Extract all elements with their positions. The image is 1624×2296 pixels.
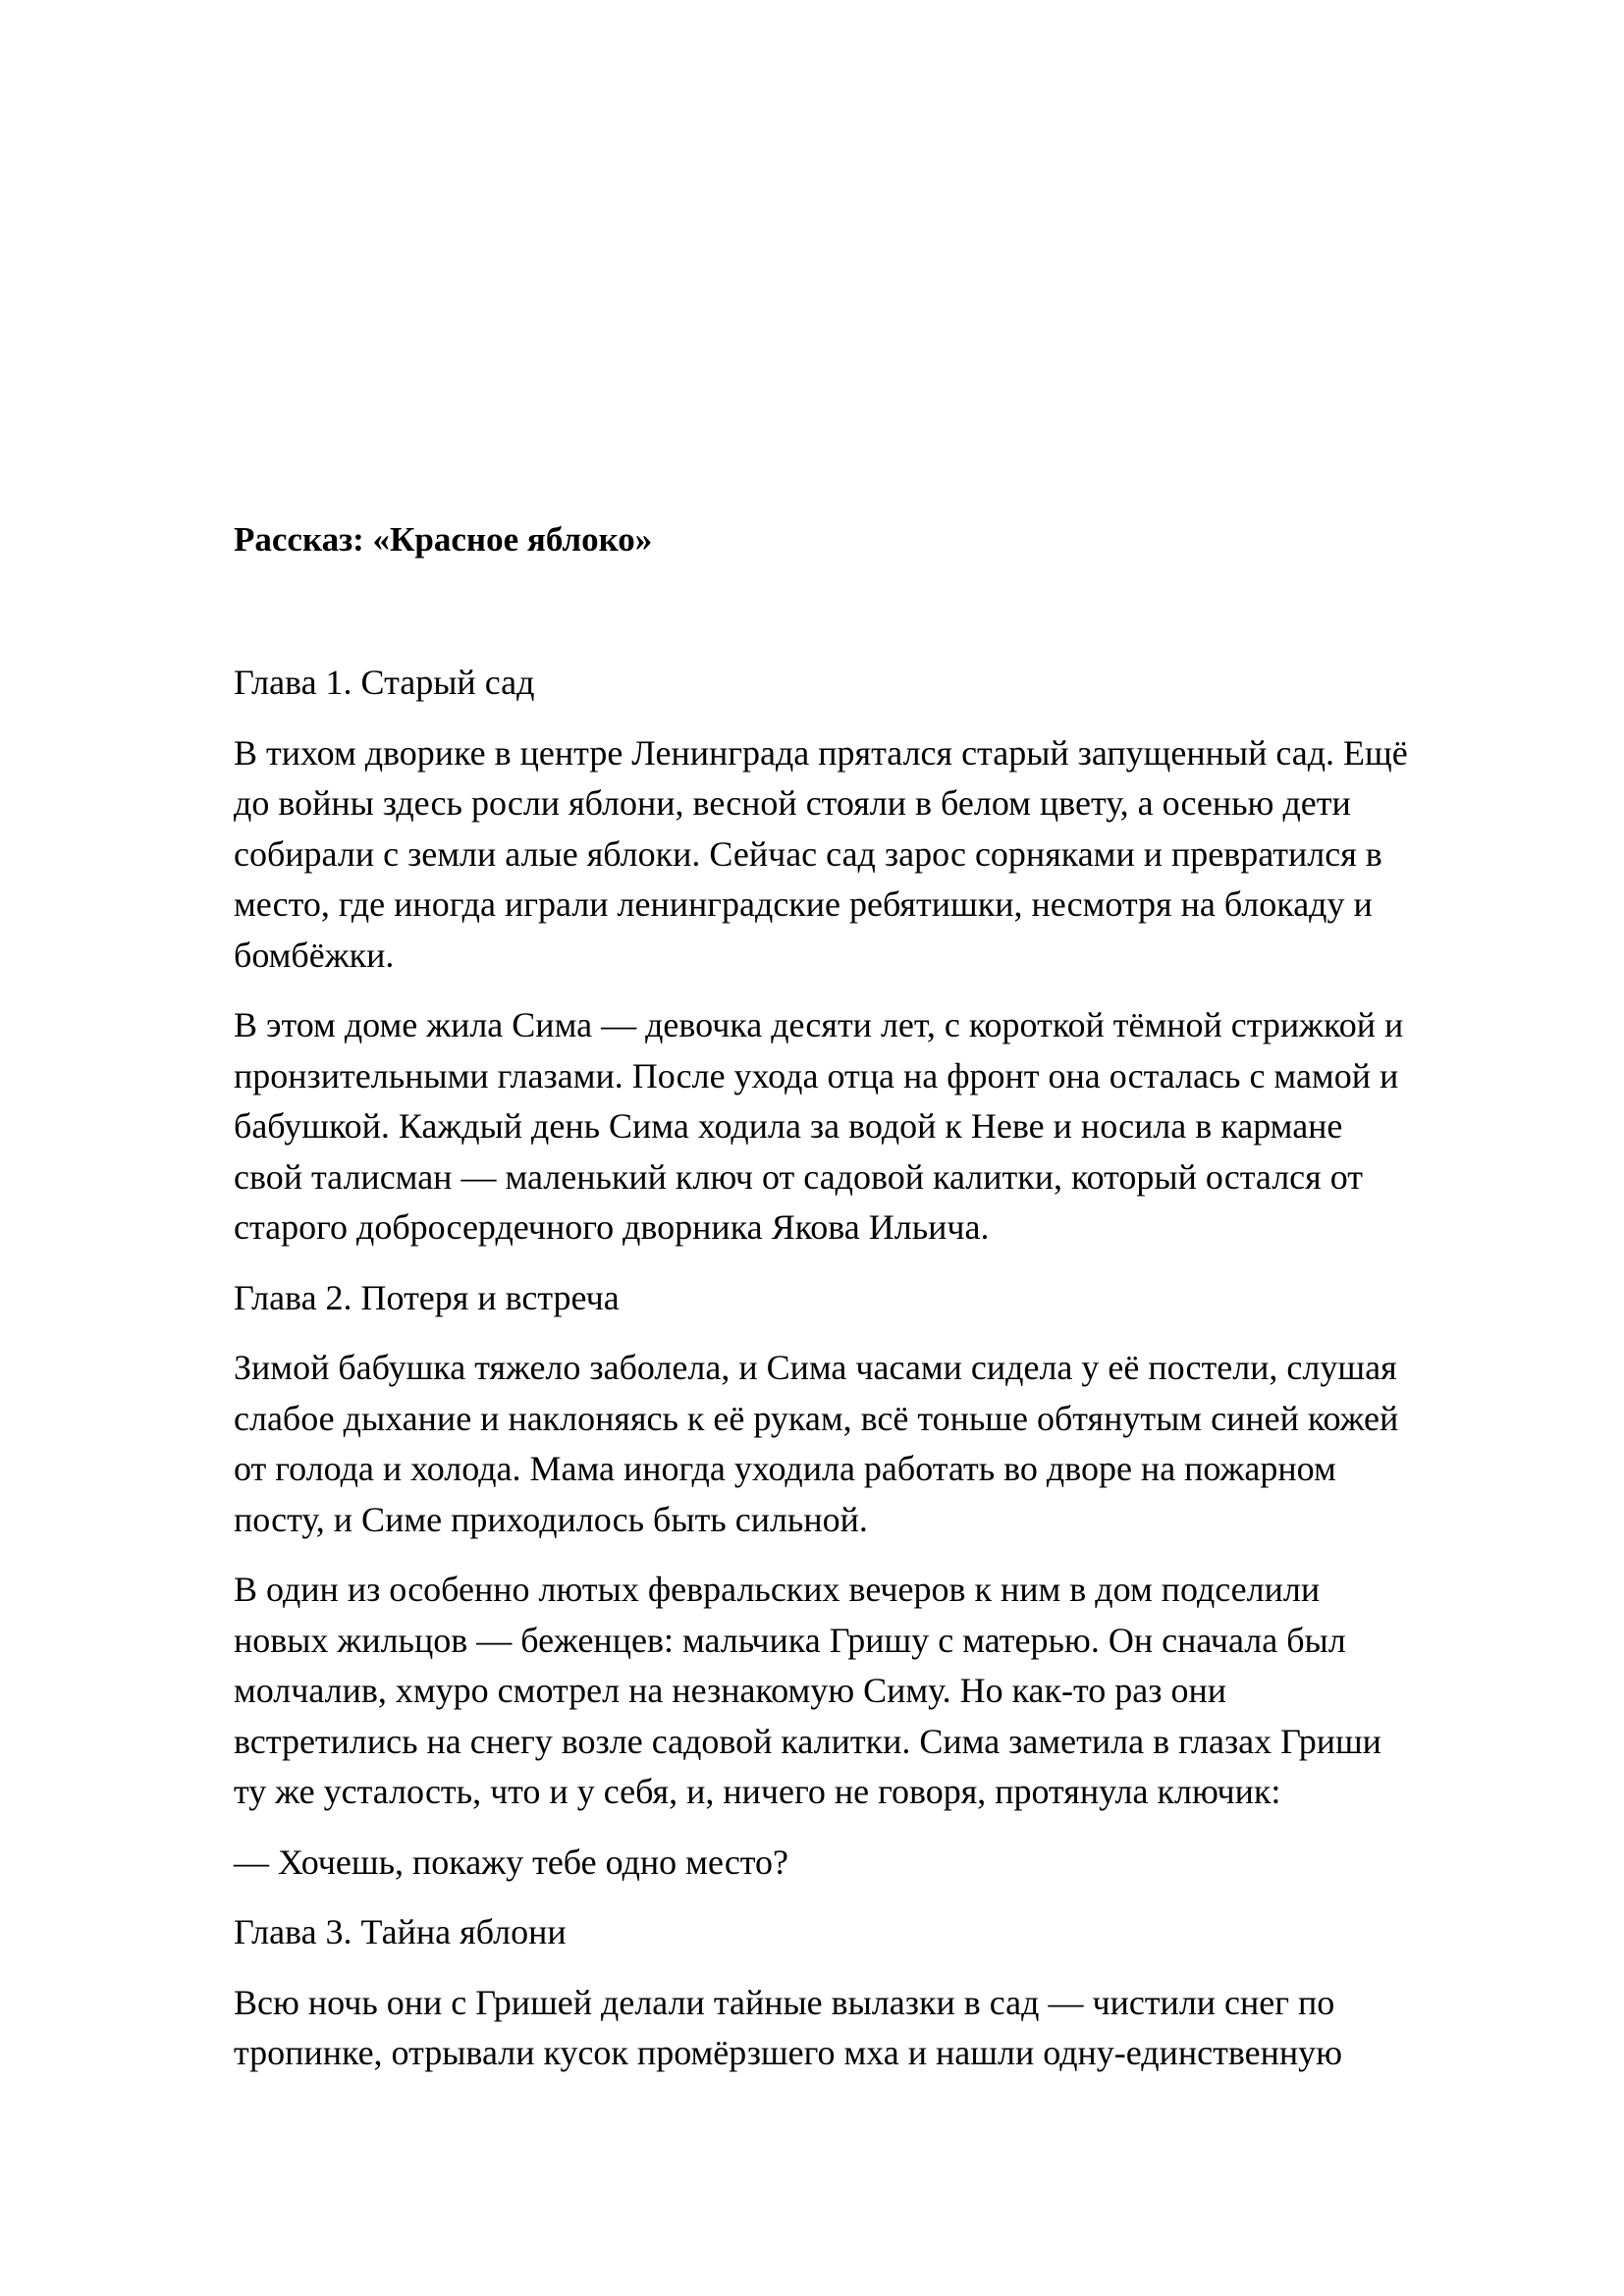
- text-line: бомбёжки.: [234, 934, 395, 975]
- text-line: до войны здесь росли яблони, весной стояли в белом цвету, а осенью дети: [234, 783, 1351, 823]
- text-line: бабушкой. Каждый день Сима ходила за водой к Неве и носила в кармане: [234, 1106, 1343, 1146]
- text-line: молчалив, хмуро смотрел на незнакомую Симу. Но как-то раз они: [234, 1671, 1226, 1710]
- text-line: встретились на снегу возле садовой калитки. Сима заметила в глазах Гриши: [234, 1721, 1381, 1761]
- document-page: [234, 515, 1510, 2079]
- story-body: [234, 658, 1510, 2079]
- paragraph-6: [234, 1978, 1510, 2079]
- paragraph-5: [234, 1838, 1510, 1889]
- text-line: Глава 2. Потеря и встреча: [234, 1277, 620, 1317]
- text-line: новых жильцов — беженцев: мальчика Гришу с матерью. Он сначала был: [234, 1620, 1346, 1660]
- text-line: место, где иногда играли ленинградские ребятишки, несмотря на блокаду и: [234, 884, 1373, 924]
- text-line: посту, и Симе приходилось быть сильной.: [234, 1499, 868, 1539]
- text-line: тропинке, отрывали кусок промёрзшего мха и нашли одну-единственную: [234, 2033, 1343, 2072]
- text-line: В один из особенно лютых февральских вечеров к ним в дом подселили: [234, 1570, 1321, 1609]
- text-line: В этом доме жила Сима — девочка десяти лет, с короткой тёмной стрижкой и: [234, 1005, 1404, 1044]
- text-line: старого добросердечного дворника Якова Ильича.: [234, 1207, 990, 1247]
- chapter-heading-1: [234, 658, 1510, 709]
- chapter-heading-3: [234, 1907, 1510, 1958]
- text-line: свой талисман — маленький ключ от садовой калитки, который остался от: [234, 1156, 1363, 1197]
- paragraph-1: [234, 728, 1510, 982]
- text-line: Всю ночь они с Гришей делали тайные вылазки в сад — чистили снег по: [234, 1982, 1335, 2022]
- text-line: — Хочешь, покажу тебе одно место?: [234, 1842, 789, 1882]
- text-line: пронзительными глазами. После ухода отца на фронт она осталась с мамой и: [234, 1055, 1399, 1095]
- text-line: от голода и холода. Мама иногда уходила работать во дворе на пожарном: [234, 1449, 1336, 1488]
- text-line: Зимой бабушка тяжело заболела, и Сима часами сидела у её постели, слушая: [234, 1348, 1397, 1387]
- paragraph-3: [234, 1343, 1510, 1545]
- text-line: собирали с земли алые яблоки. Сейчас сад зарос сорняками и превратился в: [234, 833, 1382, 874]
- text-line: слабое дыхание и наклоняясь к её рукам, всё тоньше обтянутым синей кожей: [234, 1398, 1399, 1438]
- text-line: Глава 1. Старый сад: [234, 663, 535, 702]
- text-line: В тихом дворике в центре Ленинграда прятался старый запущенный сад. Ещё: [234, 732, 1408, 773]
- paragraph-2: [234, 1000, 1510, 1254]
- text-line: ту же усталость, что и у себя, и, ничего не говоря, протянула ключик:: [234, 1772, 1281, 1811]
- chapter-heading-2: [234, 1273, 1510, 1324]
- paragraph-4: [234, 1565, 1510, 1818]
- story-title: Рассказ: «Красное яблоко»: [234, 520, 653, 559]
- text-line: Глава 3. Тайна яблони: [234, 1912, 567, 1951]
